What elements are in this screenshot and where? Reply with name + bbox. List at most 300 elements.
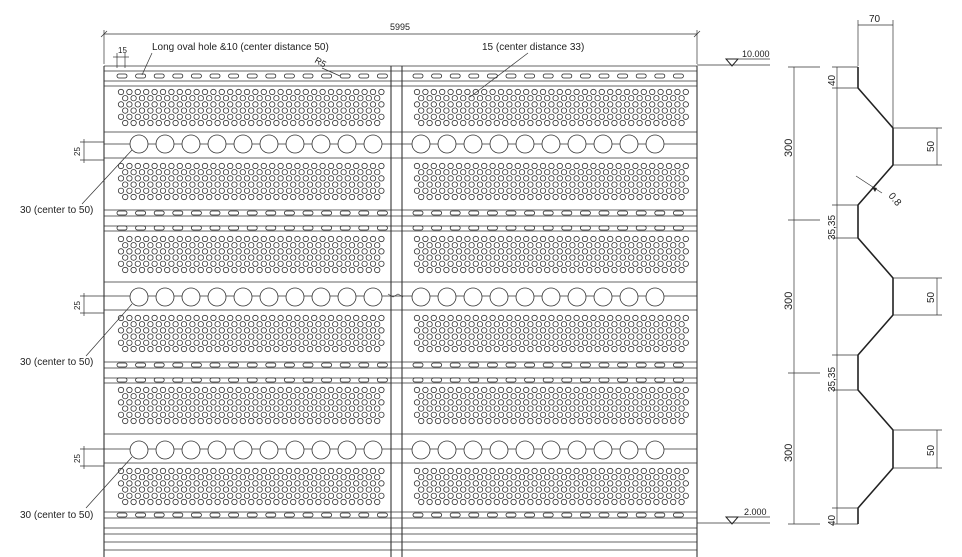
small-hole [666,412,671,417]
oval-hole [191,74,201,78]
small-hole [587,418,592,423]
small-hole [620,499,625,504]
small-hole [553,120,558,125]
small-hole [375,418,380,423]
small-hole [228,468,233,473]
small-hole [160,163,165,168]
small-hole [658,261,663,266]
small-hole [328,249,333,254]
small-hole [536,322,541,327]
small-hole [494,406,499,411]
small-hole [341,346,346,351]
small-hole [240,194,245,199]
oval-hole [210,226,220,230]
small-hole [278,328,283,333]
small-hole [282,418,287,423]
small-hole [461,243,466,248]
large-hole [412,288,430,306]
small-hole [477,322,482,327]
small-hole [629,170,634,175]
oval-hole [432,211,442,215]
small-hole [375,475,380,480]
small-hole [624,163,629,168]
oval-hole [487,378,497,382]
small-hole [349,346,354,351]
small-hole [662,182,667,187]
small-hole [662,499,667,504]
small-hole [240,170,245,175]
small-hole [582,114,587,119]
small-hole [202,89,207,94]
small-hole [456,102,461,107]
small-hole [683,400,688,405]
small-hole [482,89,487,94]
small-hole [211,176,216,181]
small-hole [127,163,132,168]
small-hole [118,102,123,107]
small-hole [419,108,424,113]
oval-hole [413,513,423,517]
small-hole [148,182,153,187]
small-hole [507,89,512,94]
oval-hole [562,211,572,215]
small-hole [261,176,266,181]
small-hole [349,334,354,339]
small-hole [349,96,354,101]
small-hole [270,315,275,320]
small-hole [566,412,571,417]
small-hole [307,243,312,248]
small-hole [469,194,474,199]
small-hole [519,499,524,504]
small-hole [333,394,338,399]
small-hole [354,261,359,266]
small-hole [215,418,220,423]
small-hole [511,243,516,248]
small-hole [574,328,579,333]
small-hole [671,170,676,175]
small-hole [566,387,571,392]
small-hole [683,340,688,345]
small-hole [461,346,466,351]
small-hole [152,89,157,94]
small-hole [148,194,153,199]
small-hole [341,322,346,327]
small-hole [599,249,604,254]
small-hole [341,120,346,125]
small-hole [570,418,575,423]
small-hole [553,96,558,101]
small-hole [303,481,308,486]
small-hole [671,346,676,351]
small-hole [207,120,212,125]
small-hole [286,261,291,266]
oval-hole [580,363,590,367]
small-hole [637,96,642,101]
small-hole [494,108,499,113]
small-hole [316,182,321,187]
small-hole [160,89,165,94]
small-hole [431,315,436,320]
small-hole [358,96,363,101]
small-hole [207,96,212,101]
small-hole [414,261,419,266]
small-hole [511,406,516,411]
large-hole [464,441,482,459]
small-hole [169,412,174,417]
small-hole [477,394,482,399]
small-hole [654,334,659,339]
small-hole [249,255,254,260]
small-hole [482,236,487,241]
oval-hole [173,363,183,367]
small-hole [578,96,583,101]
small-hole [503,475,508,480]
small-hole [169,236,174,241]
small-hole [545,170,550,175]
small-hole [608,387,613,392]
small-hole [127,102,132,107]
small-hole [358,334,363,339]
small-hole [198,194,203,199]
small-hole [587,346,592,351]
small-hole [553,487,558,492]
small-hole [477,334,482,339]
small-hole [503,267,508,272]
large-hole [516,135,534,153]
small-hole [671,499,676,504]
small-hole [524,493,529,498]
small-hole [139,475,144,480]
small-hole [123,406,128,411]
small-hole [658,468,663,473]
small-hole [328,412,333,417]
oval-hole [618,226,628,230]
small-hole [253,249,258,254]
small-hole [566,188,571,193]
small-hole [540,236,545,241]
small-hole [202,315,207,320]
small-hole [540,176,545,181]
small-hole [423,340,428,345]
small-hole [679,267,684,272]
oval-hole [340,211,350,215]
small-hole [666,400,671,405]
oval-hole [413,226,423,230]
oval-hole [543,226,553,230]
large-hole [234,441,252,459]
small-hole [144,387,149,392]
small-hole [545,96,550,101]
small-hole [358,120,363,125]
small-hole [629,243,634,248]
small-hole [165,96,170,101]
small-hole [186,188,191,193]
small-hole [507,114,512,119]
small-hole [156,96,161,101]
small-hole [358,499,363,504]
small-hole [633,387,638,392]
small-hole [169,261,174,266]
small-hole [312,236,317,241]
small-hole [135,328,140,333]
oval-hole [136,211,146,215]
small-hole [345,249,350,254]
small-hole [299,475,304,480]
small-hole [291,194,296,199]
small-hole [456,400,461,405]
small-hole [519,334,524,339]
small-hole [587,487,592,492]
small-hole [419,255,424,260]
small-hole [324,394,329,399]
small-hole [123,255,128,260]
small-hole [148,487,153,492]
small-hole [303,236,308,241]
small-hole [291,108,296,113]
oval-hole [247,211,257,215]
small-hole [570,108,575,113]
small-hole [236,89,241,94]
small-hole [658,114,663,119]
large-hole [438,288,456,306]
small-hole [261,236,266,241]
small-hole [270,114,275,119]
web-300-label-2: 300 [783,291,795,310]
small-hole [461,406,466,411]
flat-50-label-1: 50 [926,140,937,152]
small-hole [265,499,270,504]
small-hole [270,340,275,345]
small-hole [490,176,495,181]
small-hole [650,114,655,119]
small-hole [658,328,663,333]
small-hole [671,96,676,101]
small-hole [482,102,487,107]
small-hole [135,261,140,266]
small-hole [482,481,487,486]
small-hole [345,400,350,405]
small-hole [431,387,436,392]
small-hole [561,406,566,411]
small-hole [354,236,359,241]
small-hole [616,412,621,417]
small-hole [265,255,270,260]
small-hole [553,334,558,339]
small-hole [198,120,203,125]
oval-hole [562,363,572,367]
small-hole [616,102,621,107]
small-hole [507,261,512,266]
small-hole [362,188,367,193]
small-hole [341,334,346,339]
small-hole [616,249,621,254]
small-hole [612,406,617,411]
small-hole [337,176,342,181]
small-hole [566,249,571,254]
small-hole [370,176,375,181]
small-hole [519,108,524,113]
small-hole [536,418,541,423]
small-hole [549,188,554,193]
small-hole [498,412,503,417]
small-hole [440,315,445,320]
small-hole [456,340,461,345]
small-hole [257,108,262,113]
small-hole [612,487,617,492]
small-hole [654,499,659,504]
small-hole [312,328,317,333]
small-hole [341,194,346,199]
small-hole [249,406,254,411]
oval-hole [210,378,220,382]
small-hole [561,243,566,248]
small-hole [198,255,203,260]
small-hole [270,102,275,107]
small-hole [498,328,503,333]
small-hole [633,114,638,119]
small-hole [282,406,287,411]
small-hole [337,249,342,254]
small-hole [641,188,646,193]
small-hole [494,334,499,339]
small-hole [215,487,220,492]
small-hole [160,340,165,345]
small-hole [427,182,432,187]
small-hole [645,96,650,101]
small-hole [118,387,123,392]
small-hole [498,114,503,119]
large-hole [620,288,638,306]
small-hole [578,120,583,125]
oval-hole [229,363,239,367]
small-hole [414,102,419,107]
small-hole [118,114,123,119]
small-hole [465,493,470,498]
small-hole [587,499,592,504]
small-hole [490,493,495,498]
small-hole [349,243,354,248]
small-hole [219,340,224,345]
small-hole [303,176,308,181]
small-hole [303,102,308,107]
oval-hole [580,226,590,230]
small-hole [637,170,642,175]
small-hole [223,243,228,248]
small-hole [532,340,537,345]
small-hole [595,194,600,199]
small-hole [278,114,283,119]
small-hole [553,418,558,423]
break-line-icon [388,294,403,297]
small-hole [574,387,579,392]
oval-hole [580,211,590,215]
row-pitch-dim-3 [73,446,104,469]
small-hole [419,475,424,480]
small-hole [240,334,245,339]
large-hole [182,135,200,153]
small-hole [477,182,482,187]
small-hole [683,176,688,181]
small-hole [532,481,537,486]
small-hole [620,334,625,339]
small-hole [186,400,191,405]
small-hole [232,182,237,187]
small-hole [494,346,499,351]
small-hole [566,176,571,181]
oval-hole [377,74,387,78]
small-hole [511,418,516,423]
oval-hole [655,211,665,215]
small-hole [249,243,254,248]
small-hole [370,468,375,473]
small-hole [612,267,617,272]
small-hole [366,334,371,339]
small-hole [370,481,375,486]
small-hole [286,468,291,473]
small-hole [286,387,291,392]
large-hole [234,288,252,306]
small-hole [139,418,144,423]
small-hole [345,468,350,473]
small-hole [675,261,680,266]
small-hole [270,89,275,94]
small-hole [194,249,199,254]
small-hole [173,475,178,480]
small-hole [654,243,659,248]
small-hole [286,89,291,94]
small-hole [503,243,508,248]
small-hole [131,243,136,248]
small-hole [536,499,541,504]
small-hole [320,387,325,392]
small-hole [616,328,621,333]
small-hole [282,182,287,187]
small-hole [566,163,571,168]
row-pitch-label-2: 25 [73,301,82,310]
small-hole [160,400,165,405]
large-hole [490,135,508,153]
small-hole [219,468,224,473]
small-hole [261,188,266,193]
small-hole [616,163,621,168]
small-hole [540,493,545,498]
overall-length-label: 5995 [389,22,411,32]
small-hole [198,334,203,339]
small-hole [244,102,249,107]
small-hole [211,328,216,333]
small-hole [295,261,300,266]
small-hole [633,163,638,168]
small-hole [679,120,684,125]
small-hole [578,418,583,423]
small-hole [291,475,296,480]
small-hole [431,163,436,168]
small-hole [431,340,436,345]
small-hole [219,236,224,241]
oval-hole [377,226,387,230]
small-hole [633,89,638,94]
small-hole [540,387,545,392]
small-hole [616,493,621,498]
small-hole [570,96,575,101]
small-hole [675,163,680,168]
small-hole [274,499,279,504]
small-hole [486,394,491,399]
small-hole [490,102,495,107]
small-hole [444,394,449,399]
small-hole [312,468,317,473]
